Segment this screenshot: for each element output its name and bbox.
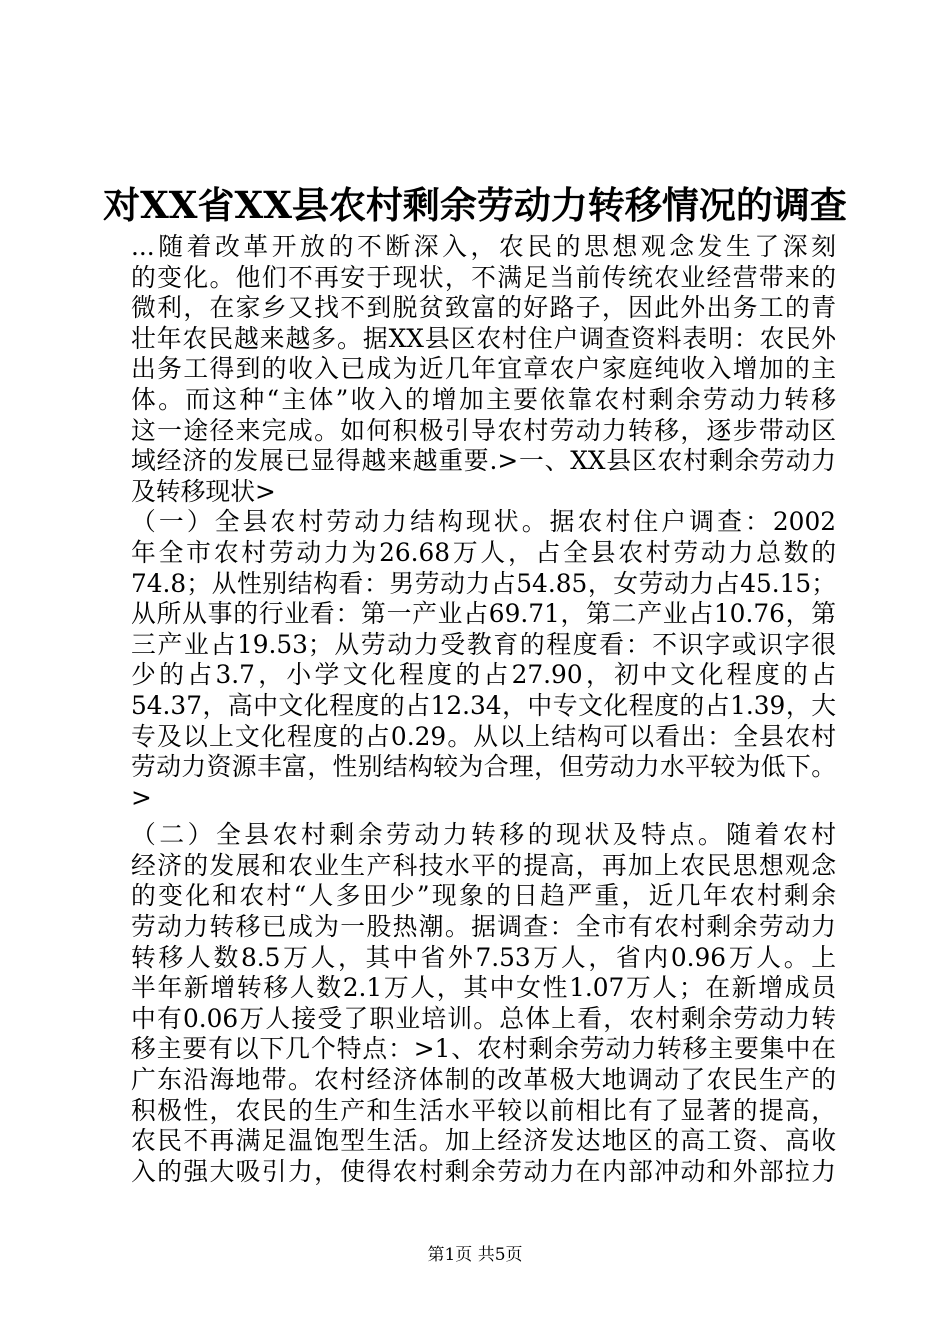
text-line: 劳动力转移已成为一股热潮。据调查：全市有农村剩余劳动力 [131, 912, 836, 942]
text-line: 广东沿海地带。农村经济体制的改革极大地调动了农民生产的 [131, 1065, 836, 1095]
text-line: 三产业占19.53；从劳动力受教育的程度看：不识字或识字很 [131, 629, 836, 659]
text-line: 及转移现状> [131, 476, 276, 506]
text-line: 农民不再满足温饱型生活。加上经济发达地区的高工资、高收 [131, 1126, 836, 1156]
paragraph-2 [131, 507, 836, 813]
text-line: 年全市农村劳动力为26.68万人，占全县农村劳动力总数的 [131, 537, 836, 567]
text-line: 专及以上文化程度的占0.29。从以上结构可以看出：全县农村 [131, 721, 836, 751]
text-line: 转移人数8.5万人，其中省外7.53万人，省内0.96万人。上 [131, 942, 836, 972]
text-line: 少的占3.7，小学文化程度的占27.90，初中文化程度的占 [131, 660, 836, 690]
text-line: 积极性，农民的生产和生活水平较以前相比有了显著的提高， [131, 1095, 836, 1125]
page-number-footer: 第1页 共5页 [427, 1245, 523, 1265]
text-line: 劳动力资源丰富，性别结构较为合理，但劳动力水平较为低下。 [131, 752, 836, 782]
text-line: 体。而这种“主体”收入的增加主要依靠农村剩余劳动力转移 [131, 384, 836, 414]
text-line: 移主要有以下几个特点：>1、农村剩余劳动力转移主要集中在 [131, 1034, 836, 1064]
text-line: （一）全县农村劳动力结构现状。据农村住户调查：2002 [131, 507, 836, 537]
text-line: 的变化。他们不再安于现状，不满足当前传统农业经营带来的 [131, 262, 836, 292]
text-line: 入的强大吸引力，使得农村剩余劳动力在内部冲动和外部拉力 [131, 1156, 836, 1186]
text-line: 74.8；从性别结构看：男劳动力占54.85，女劳动力占45.15； [131, 568, 836, 598]
paragraph-1 [131, 232, 836, 507]
document-title: 对XX省XX县农村剩余劳动力转移情况的调查 [103, 183, 847, 227]
text-line: 微利，在家乡又找不到脱贫致富的好路子，因此外出务工的青 [131, 293, 836, 323]
text-line: 半年新增转移人数2.1万人，其中女性1.07万人；在新增成员 [131, 973, 836, 1003]
text-line: ...随着改革开放的不断深入，农民的思想观念发生了深刻 [131, 232, 836, 261]
text-line: 这一途径来完成。如何积极引导农村劳动力转移，逐步带动区 [131, 415, 836, 445]
text-line: 的变化和农村“人多田少”现象的日趋严重，近几年农村剩余 [131, 881, 836, 911]
text-line: 中有0.06万人接受了职业培训。总体上看，农村剩余劳动力转 [131, 1003, 836, 1033]
text-line: 出务工得到的收入已成为近几年宜章农户家庭纯收入增加的主 [131, 354, 836, 384]
paragraph-3 [131, 820, 836, 1187]
text-line: 壮年农民越来越多。据XX县区农村住户调查资料表明：农民外 [131, 323, 836, 353]
text-line: 54.37，高中文化程度的占12.34，中专文化程度的占1.39，大 [131, 690, 836, 720]
text-line: （二）全县农村剩余劳动力转移的现状及特点。随着农村 [131, 820, 836, 850]
text-line: 经济的发展和农业生产科技水平的提高，再加上农民思想观念 [131, 850, 836, 880]
paragraph-gap [131, 813, 836, 820]
text-line: 从所从事的行业看：第一产业占69.71，第二产业占10.76，第 [131, 599, 836, 629]
document-body [131, 232, 836, 1187]
text-line: > [131, 782, 152, 812]
text-line: 域经济的发展已显得越来越重要.>一、XX县区农村剩余劳动力 [131, 446, 836, 476]
